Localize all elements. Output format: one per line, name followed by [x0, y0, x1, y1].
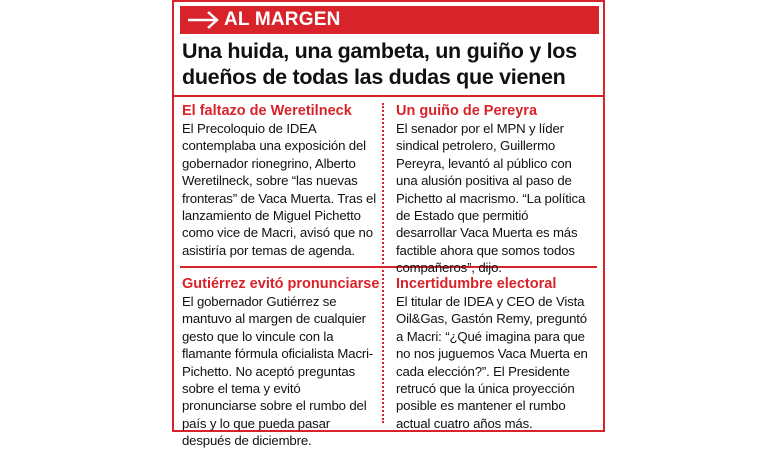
item-body: El senador por el MPN y líder sindical petrolero, Guillermo Pereyra, levantó al público con una alusión positiva al paso de Pichetto al macrismo. “La política de Estado que permitió desarrollar Vaca Muerta es más factible ahora que somos todos compañeros”, dijo. — [396, 121, 586, 276]
news-item-incertidumbre — [396, 275, 592, 432]
item-title: El faltazo de Weretilneck — [182, 103, 352, 119]
news-sidebar-box — [172, 0, 605, 449]
item-title: Gutiérrez evitó pronunciarse — [182, 276, 380, 292]
arrow-right-icon — [186, 10, 220, 30]
item-body: El titular de IDEA y CEO de Vista Oil&Gas, Gastón Remy, preguntó a Macri: “¿Qué imagina para que no nos juguemos Vaca Muerta en cada elección?”. El Presidente retrucó que la única proyección posible es mantener el rumbo actual cuatro años más. — [396, 294, 588, 431]
section-header-bar — [180, 6, 599, 34]
item-title: Incertidumbre electoral — [396, 276, 557, 292]
item-title: Un guiño de Pereyra — [396, 103, 538, 119]
news-item-pereyra — [396, 102, 592, 277]
item-body: El gobernador Gutiérrez se mantuvo al margen de cualquier gesto que lo vincule con la flamante fórmula oficialista Macri-Pichetto. No aceptó preguntas sobre el tema y evitó pronunciarse sobre el rumbo del país y lo que pueda pasar después de diciembre. — [182, 294, 374, 449]
divider-top — [174, 95, 603, 97]
news-item-weretilneck — [182, 102, 378, 259]
section-label: AL MARGEN — [224, 9, 341, 30]
headline: Una huida, una gambeta, un guiño y los dueños de todas las dudas que vienen — [182, 39, 577, 89]
item-body: El Precoloquio de IDEA contemplaba una exposición del gobernador rionegrino, Alberto Weretilneck, sobre “las nuevas fronteras” de Vaca Muerta. Tras el lanzamiento de Miguel Pichetto como vice de Macri, avisó que no asistiría por temas de agenda. — [182, 121, 377, 258]
news-item-gutierrez — [182, 275, 378, 450]
divider-vertical — [382, 103, 384, 423]
